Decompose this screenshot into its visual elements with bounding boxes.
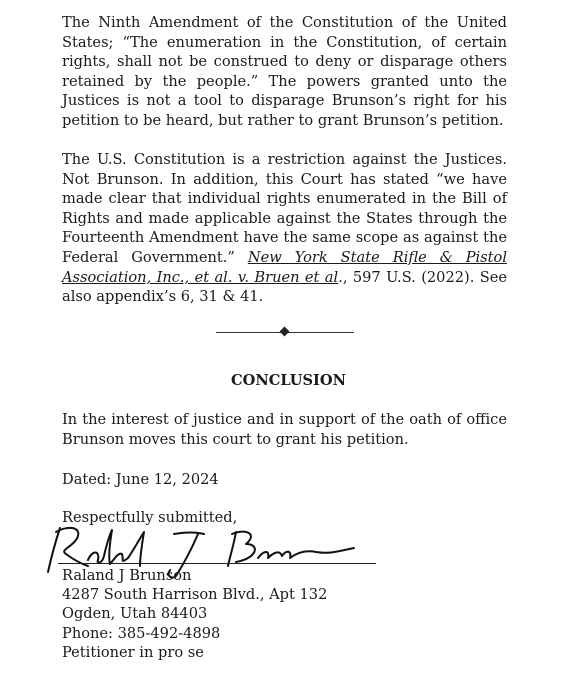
paragraph-text-after-citation: ., 597 U.S. (2022). See also appendix’s 6, 31 & 41. <box>62 268 508 306</box>
signature-line <box>58 563 376 564</box>
dated-line: Dated: June 12, 2024 <box>62 471 219 488</box>
conclusion-paragraph: In the interest of justice and in support of the oath of office Brunson moves this court to grant his petition. <box>62 411 507 448</box>
case-citation: New York State Rifle & Pistol Association, Inc., et al. v. Bruen et al <box>62 248 507 286</box>
divider-diamond-icon <box>280 327 290 337</box>
signer-address-line-1: 4287 South Harrison Blvd., Apt 132 <box>62 586 328 603</box>
signer-address-line-2: Ogden, Utah 84403 <box>62 605 208 622</box>
paragraph-text-before-citation: The U.S. Constitution is a restriction against the Justices. Not Brunson. In addition, this Court has stated “we have made clear that individual rights enumerated in the Bill of Rights and made applicable against the States through the Fourteenth Amendment have the same scope as against the Federal Government.” <box>62 151 507 266</box>
constitution-restriction-paragraph <box>62 150 507 307</box>
ninth-amendment-paragraph: The Ninth Amendment of the Constitution of the United States; “The enumeration in the Constitution, of certain rights, shall not be construed to deny or disparage others retained by the people.” The powers granted unto the Justices is not a tool to disparage Brunson’s right for his petition to be heard, but rather to grant Brunson’s petition. <box>62 14 507 129</box>
signer-name: Raland J Brunson <box>62 567 192 584</box>
section-heading: CONCLUSION <box>231 372 346 389</box>
signer-role: Petitioner in pro se <box>62 644 204 661</box>
signer-phone: Phone: 385-492-4898 <box>62 625 221 642</box>
closing-line: Respectfully submitted, <box>62 509 238 526</box>
